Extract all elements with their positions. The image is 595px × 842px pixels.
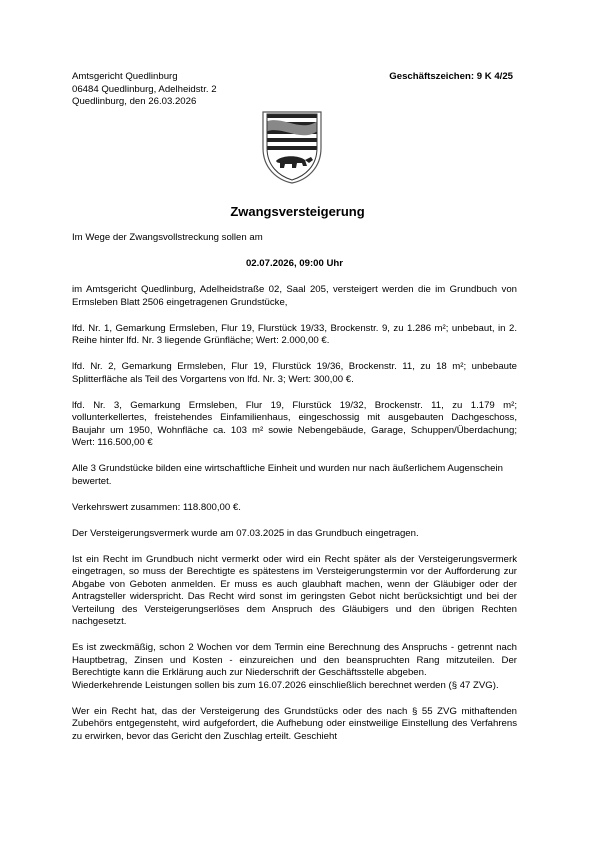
paragraph-registration: Der Versteigerungsvermerk wurde am 07.03.2025 in das Grundbuch eingetragen.	[72, 527, 419, 539]
paragraph-recurring-payments: Wiederkehrende Leistungen sollen bis zum 16.07.2026 einschließlich berechnet werden (§ 47 ZVG).	[72, 679, 499, 691]
auction-date-time: 02.07.2026, 09:00 Uhr	[245, 258, 344, 269]
paragraph-total-value: Verkehrswert zusammen: 118.800,00 €.	[72, 501, 241, 513]
document-body	[72, 232, 517, 757]
paragraph-rights-notice: Ist ein Recht im Grundbuch nicht vermerkt oder wird ein Recht später als der Versteigerungsvermerk eingetragen, so muss der Berechtigte es spätestens im Versteigerungstermin vor der Aufforderung zur Abgabe von Geboten anmelden. Er muss es auch glaubhaft machen, wenn der Gläubiger oder der Antragsteller widerspricht. Das Recht wird sonst im geringsten Gebot nicht berücksichtigt und bei der Verteilung des Versteigerungserlöses dem Anspruch des Gläubigers und den übrigen Rechten nachgesetzt.	[72, 553, 517, 627]
paragraph-claims-calculation: Es ist zweckmäßig, schon 2 Wochen vor dem Termin eine Berechnung des Anspruchs - getrennt nach Hauptbetrag, Zinsen und Kosten - einzureichen und den beanspruchten Rang mitzuteilen. Der Berechtigte kann die Erklärung auch zur Niederschrift der Geschäftsstelle abgeben.	[72, 642, 517, 678]
case-number: Geschäftszeichen: 9 K 4/25	[389, 71, 513, 82]
paragraph-objection-notice: Wer ein Recht hat, das der Versteigerung des Grundstücks oder des nach § 55 ZVG mithaftenden Zubehörs entgegensteht, wird aufgefordert, die Aufhebung oder einstweilige Einstellung des Verfahrens zu erwirken, bevor das Gericht den Zuschlag erteilt. Geschieht	[72, 705, 517, 742]
coat-of-arms-icon	[259, 108, 325, 184]
document-title: Zwangsversteigerung	[230, 204, 365, 219]
paragraph-plot-3: lfd. Nr. 3, Gemarkung Ermsleben, Flur 19, Flurstück 19/32, Brockenstr. 11, zu 1.179 m²; vollunterkellertes, freistehendes Einfamilienhaus, eingeschossig mit ausgebauten Dachgeschoss, Baujahr um 1950, Wohnfläche ca. 103 m² sowie Nebengebäude, Garage, Schuppen/Überdachung; Wert: 116.500,00 €	[72, 399, 517, 448]
place-and-date: Quedlinburg, den 26.03.2026	[72, 96, 197, 107]
paragraph-location: im Amtsgericht Quedlinburg, Adelheidstraße 02, Saal 205, versteigert werden die im Grundbuch von Ermsleben Blatt 2506 eingetragenen Grundstücke,	[72, 284, 517, 308]
paragraph-economic-unit: Alle 3 Grundstücke bilden eine wirtschaftliche Einheit und wurden nur nach äußerlichem Augenschein bewertet.	[72, 463, 503, 487]
court-name: Amtsgericht Quedlinburg	[72, 71, 178, 82]
paragraph-plot-2: lfd. Nr. 2, Gemarkung Ermsleben, Flur 19, Flurstück 19/36, Brockenstr. 11, zu 18 m²; unbebaute Splitterfläche als Teil des Vorgartens von lfd. Nr. 3; Wert: 300,00 €.	[72, 361, 517, 385]
court-address-block	[72, 71, 217, 109]
court-street-address: 06484 Quedlinburg, Adelheidstr. 2	[72, 83, 217, 95]
intro-text: Im Wege der Zwangsvollstreckung sollen am	[72, 232, 263, 243]
paragraph-plot-1: lfd. Nr. 1, Gemarkung Ermsleben, Flur 19, Flurstück 19/33, Brockenstr. 9, zu 1.286 m²; unbebaut, in 2. Reihe hinter lfd. Nr. 3 liegende Grünfläche; Wert: 2.000,00 €.	[72, 322, 517, 346]
